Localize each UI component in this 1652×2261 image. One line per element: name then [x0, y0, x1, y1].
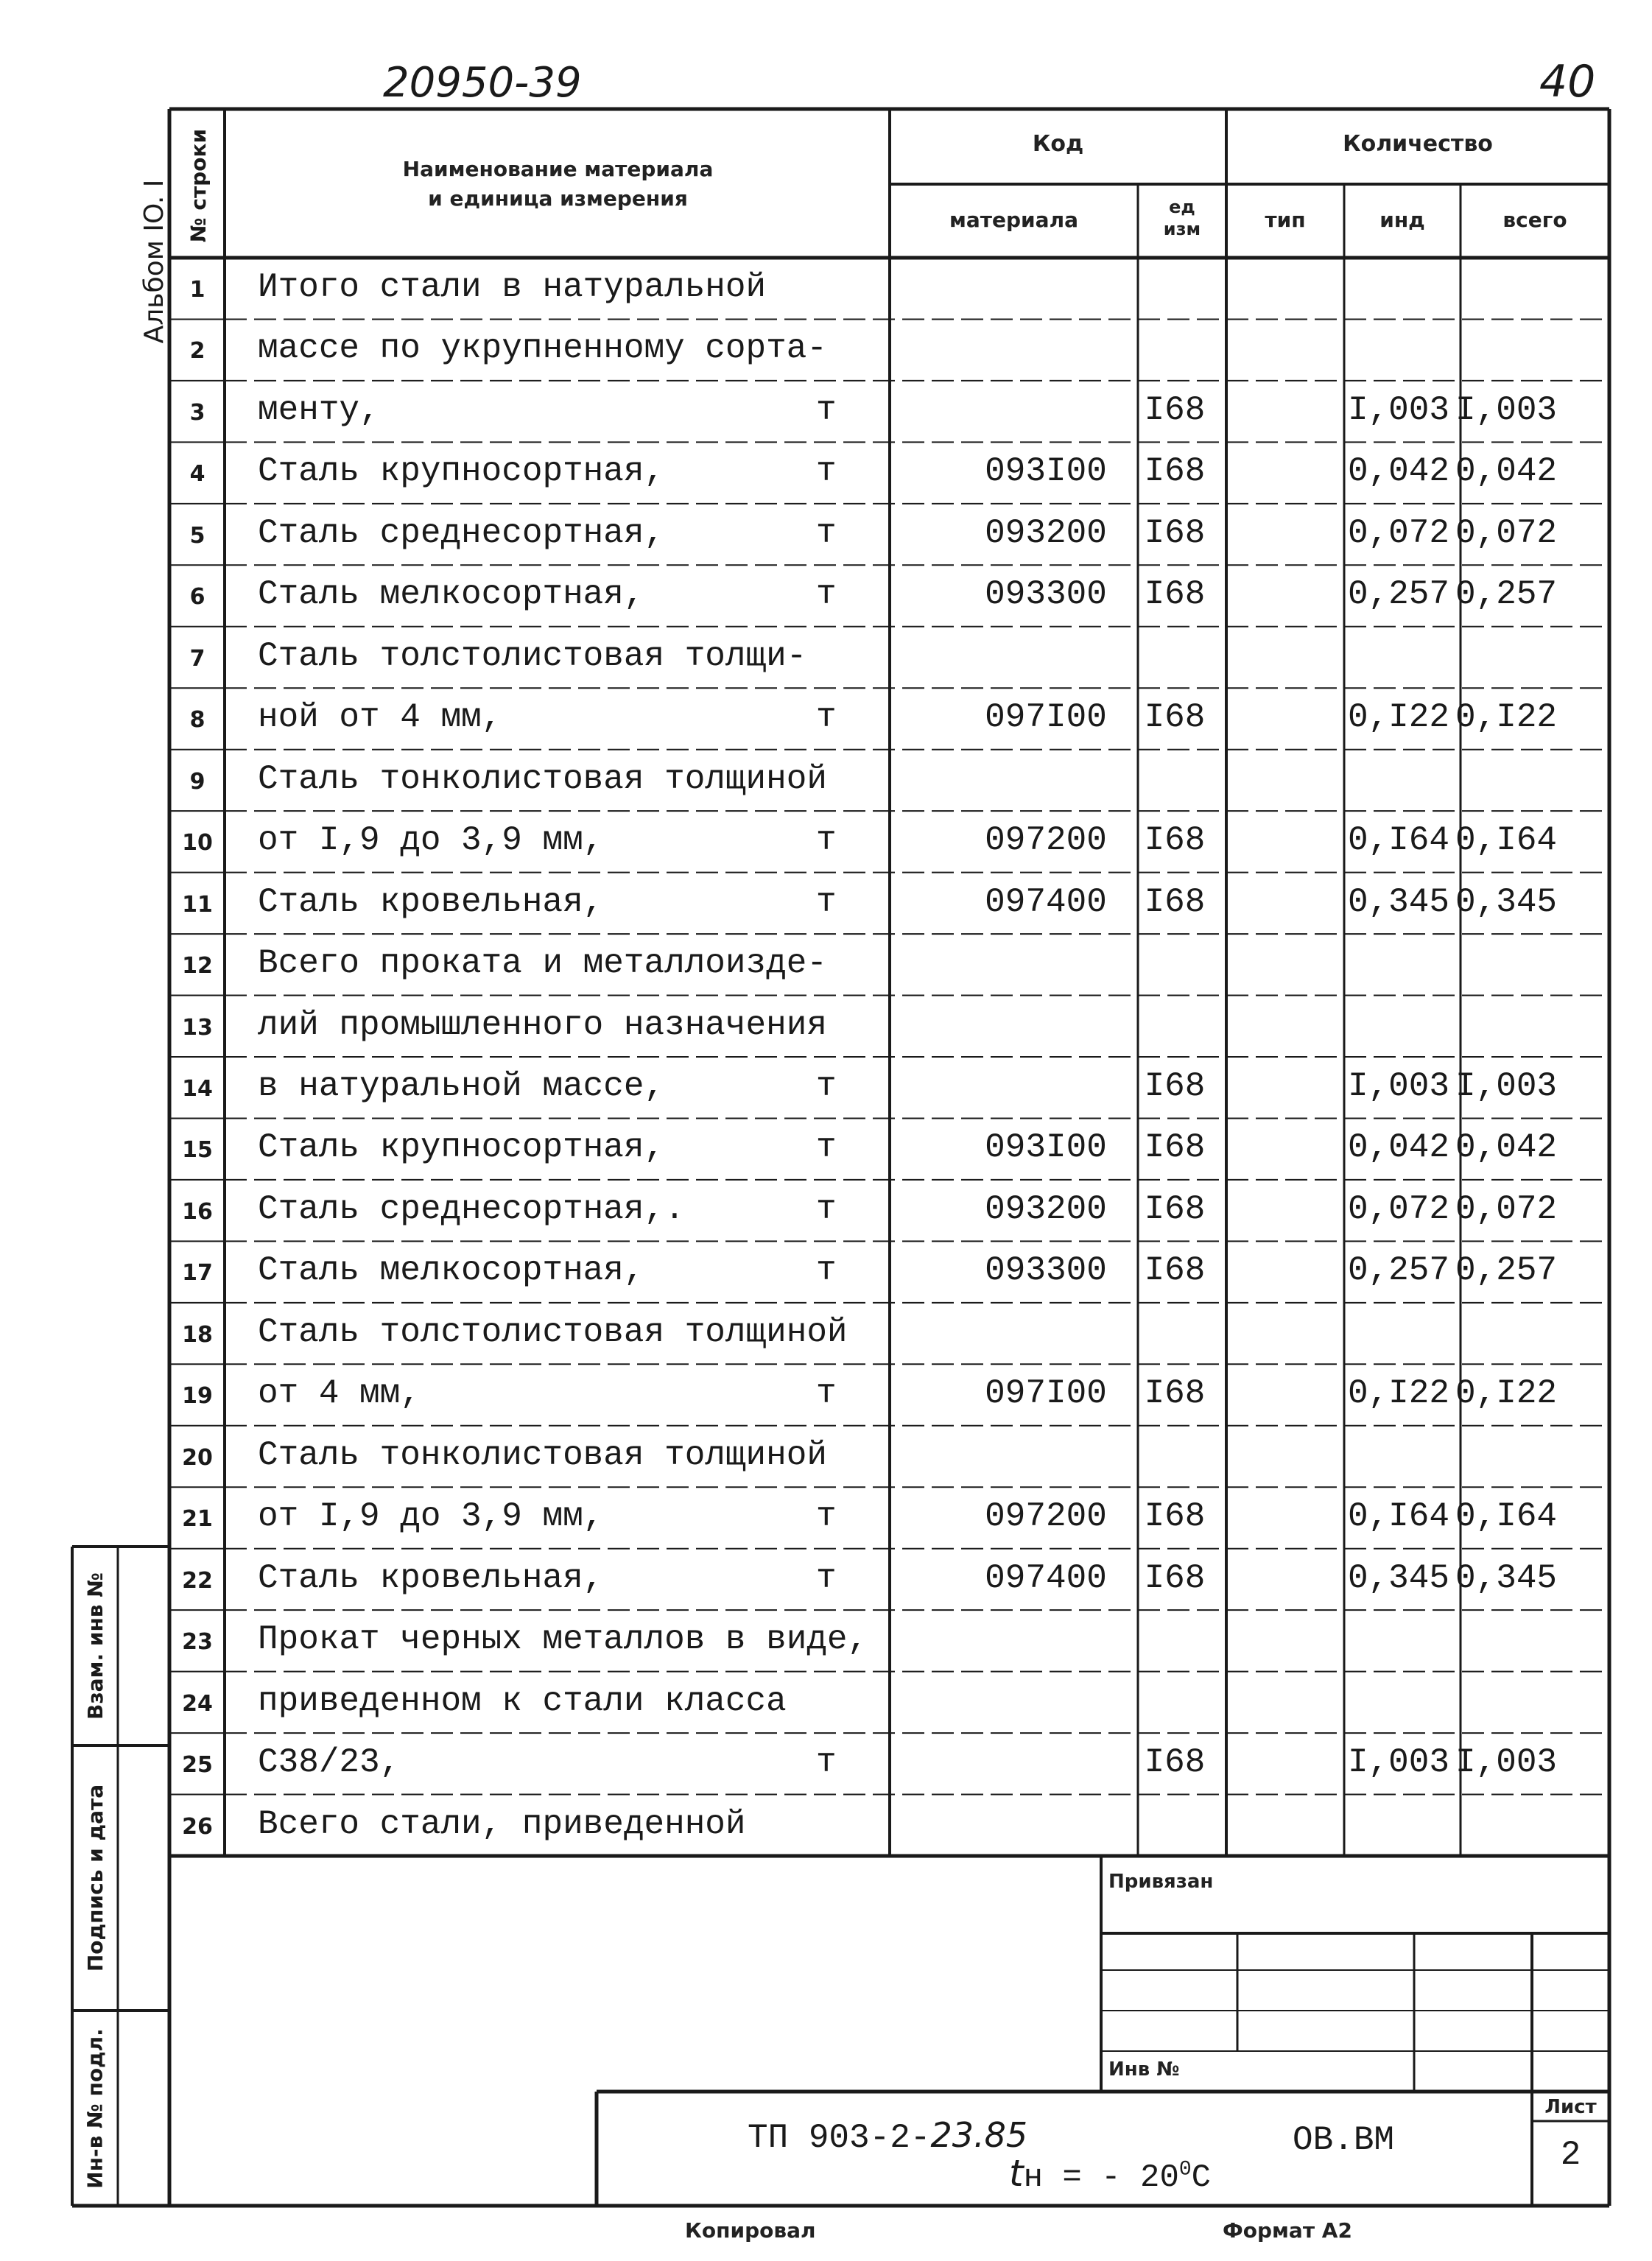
unit-code: I68 — [1144, 1497, 1206, 1536]
row-number: 22 — [182, 1567, 213, 1594]
row-number: 8 — [189, 707, 205, 734]
table-row — [0, 1364, 1652, 1425]
material-code: 093300 — [985, 1251, 1107, 1290]
table-row — [0, 1303, 1652, 1364]
row-number: 23 — [182, 1629, 213, 1656]
row-number: 17 — [182, 1260, 213, 1287]
row-number: 9 — [189, 768, 205, 795]
material-code: 097200 — [985, 1497, 1107, 1536]
unit-code: I68 — [1144, 1067, 1206, 1105]
unit: т — [816, 1497, 837, 1536]
quantity-ind: I,003 — [1347, 1067, 1449, 1105]
quantity-ind-header: инд — [1379, 208, 1425, 232]
unit-code: I68 — [1144, 698, 1206, 737]
material-code: 097400 — [985, 882, 1107, 921]
row-number: 11 — [182, 891, 213, 918]
table-row — [0, 258, 1652, 319]
row-number: 16 — [182, 1198, 213, 1225]
material-code: 093300 — [985, 575, 1107, 614]
table-row — [0, 442, 1652, 503]
unit-code: I68 — [1144, 1374, 1206, 1413]
row-number: 1 — [189, 277, 205, 303]
row-number: 18 — [182, 1321, 213, 1348]
material-name: Сталь тонколистовая толщиной — [258, 759, 827, 798]
material-name: Сталь крупносортная, — [258, 1128, 665, 1167]
material-code: 093200 — [985, 1189, 1107, 1228]
quantity-total: 0,I64 — [1455, 821, 1558, 860]
row-number: 10 — [182, 830, 213, 857]
material-name: Прокат черных металлов в виде, — [258, 1620, 868, 1659]
unit: т — [816, 452, 837, 491]
outdoor-temperature — [1009, 2152, 1211, 2196]
material-code: 093200 — [985, 513, 1107, 552]
material-name: массе по укрупненному сорта- — [258, 329, 827, 368]
material-name: Всего проката и металлоизде- — [258, 944, 827, 983]
row-number: 6 — [189, 584, 205, 611]
table-row — [0, 1118, 1652, 1179]
quantity-ind: 0,257 — [1347, 1251, 1449, 1290]
table-row — [0, 688, 1652, 749]
material-name: Всего стали, приведенной — [258, 1804, 746, 1843]
table-row — [0, 1241, 1652, 1302]
unit-code: I68 — [1144, 1251, 1206, 1290]
material-name: Сталь мелкосортная, — [258, 1251, 644, 1290]
quantity-ind: 0,072 — [1347, 513, 1449, 552]
unit-code: I68 — [1144, 513, 1206, 552]
quantity-total: 0,I22 — [1455, 698, 1558, 737]
unit: т — [816, 1067, 837, 1105]
table-row — [0, 873, 1652, 934]
unit: т — [816, 513, 837, 552]
quantity-total: 0,042 — [1455, 1128, 1558, 1167]
quantity-ind: 0,I22 — [1347, 1374, 1449, 1413]
quantity-total: 0,072 — [1455, 513, 1558, 552]
quantity-total: I,003 — [1455, 390, 1558, 429]
temperature-value: н = - 20 — [1023, 2159, 1179, 2196]
quantity-ind: 0,257 — [1347, 575, 1449, 614]
unit-code: I68 — [1144, 575, 1206, 614]
page-number: 40 — [1539, 56, 1596, 108]
quantity-total: 0,042 — [1455, 452, 1558, 491]
unit: т — [816, 575, 837, 614]
row-number: 3 — [189, 399, 205, 426]
material-name: лий промышленного назначения — [258, 1005, 827, 1044]
document-code-handwritten: 23.85 — [930, 2115, 1028, 2155]
sheet-label: Лист — [1544, 2096, 1597, 2118]
material-name: Сталь толстолистовая толщи- — [258, 636, 807, 675]
unit: т — [816, 1251, 837, 1290]
quantity-ind: 0,042 — [1347, 1128, 1449, 1167]
quantity-total: 0,345 — [1455, 1558, 1558, 1597]
unit: т — [816, 882, 837, 921]
quantity-ind: I,003 — [1347, 1743, 1449, 1782]
sheet-number: 2 — [1560, 2136, 1581, 2174]
row-number: 21 — [182, 1506, 213, 1533]
quantity-ind: 0,I64 — [1347, 1497, 1449, 1536]
quantity-total: 0,072 — [1455, 1189, 1558, 1228]
table-row — [0, 1733, 1652, 1794]
table-row — [0, 1795, 1652, 1856]
replacement-inventory-label: Взам. инв № — [83, 1572, 108, 1720]
quantity-ind: 0,345 — [1347, 1558, 1449, 1597]
quantity-ind: 0,345 — [1347, 882, 1449, 921]
row-number: 13 — [182, 1014, 213, 1041]
quantity-total-header: всего — [1502, 208, 1567, 232]
material-name: от I,9 до 3,9 мм, — [258, 821, 604, 860]
quantity-total: I,003 — [1455, 1067, 1558, 1105]
code-header: Код — [1032, 131, 1084, 157]
table-row — [0, 1487, 1652, 1548]
quantity-total: 0,I22 — [1455, 1374, 1558, 1413]
material-name: менту, — [258, 390, 380, 429]
inventory-number-label: Инв № — [1108, 2058, 1180, 2081]
document-number: 20950-39 — [383, 59, 582, 107]
material-code: 097I00 — [985, 1374, 1107, 1413]
row-number-header: № строки — [186, 128, 211, 243]
quantity-ind: 0,I22 — [1347, 698, 1449, 737]
code-unit-header: ед изм — [1163, 197, 1201, 239]
table-row — [0, 381, 1652, 442]
row-number: 15 — [182, 1137, 213, 1164]
material-name: приведенном к стали класса — [258, 1681, 787, 1720]
quantity-total: I,003 — [1455, 1743, 1558, 1782]
unit: т — [816, 390, 837, 429]
table-row — [0, 934, 1652, 995]
unit-code: I68 — [1144, 390, 1206, 429]
table-row — [0, 1610, 1652, 1671]
row-number: 7 — [189, 645, 205, 672]
table-row — [0, 1426, 1652, 1487]
row-number: 5 — [189, 522, 205, 549]
material-name: Сталь кровельная, — [258, 882, 604, 921]
material-name: от 4 мм, — [258, 1374, 421, 1413]
name-header: Наименование материала и единица измерения — [402, 157, 714, 211]
table-row — [0, 1057, 1652, 1118]
row-number: 24 — [182, 1690, 213, 1717]
quantity-ind: 0,072 — [1347, 1189, 1449, 1228]
celsius-unit: С — [1191, 2159, 1212, 2196]
material-code: 093I00 — [985, 1128, 1107, 1167]
row-number: 26 — [182, 1813, 213, 1840]
document-mark: ОВ.ВМ — [1293, 2121, 1395, 2159]
degree-sign: 0 — [1178, 2158, 1192, 2181]
material-code: 097200 — [985, 821, 1107, 860]
table-row — [0, 811, 1652, 872]
copied-label: Копировал — [685, 2218, 816, 2243]
table-row — [0, 1672, 1652, 1733]
unit-code: I68 — [1144, 1558, 1206, 1597]
unit: т — [816, 1374, 837, 1413]
material-name: Сталь крупносортная, — [258, 452, 665, 491]
material-name: С38/23, — [258, 1743, 401, 1782]
row-number: 19 — [182, 1383, 213, 1410]
material-name: от I,9 до 3,9 мм, — [258, 1497, 604, 1536]
material-name: Сталь среднесортная, — [258, 513, 665, 552]
unit-code: I68 — [1144, 882, 1206, 921]
row-number: 2 — [189, 338, 205, 365]
temperature-symbol: t — [1009, 2152, 1024, 2195]
material-name: Сталь мелкосортная, — [258, 575, 644, 614]
row-number: 12 — [182, 953, 213, 980]
table-row — [0, 996, 1652, 1057]
album-label: Альбом IO. I — [139, 179, 169, 344]
table-row — [0, 1549, 1652, 1610]
table-row — [0, 565, 1652, 626]
quantity-ind: 0,I64 — [1347, 821, 1449, 860]
material-code: 097I00 — [985, 698, 1107, 737]
table-row — [0, 627, 1652, 688]
unit-code: I68 — [1144, 452, 1206, 491]
unit: т — [816, 1189, 837, 1228]
document-code-print: ТП 903-2- — [748, 2119, 931, 2157]
quantity-total: 0,345 — [1455, 882, 1558, 921]
material-name: Сталь кровельная, — [258, 1558, 604, 1597]
original-inventory-label: Ин-в № подл. — [82, 2028, 108, 2189]
quantity-header: Количество — [1343, 131, 1493, 157]
material-code: 093I00 — [985, 452, 1107, 491]
quantity-total: 0,I64 — [1455, 1497, 1558, 1536]
unit-code: I68 — [1144, 1128, 1206, 1167]
material-name: ной от 4 мм, — [258, 698, 502, 737]
table-row — [0, 504, 1652, 565]
unit: т — [816, 1128, 837, 1167]
row-number: 20 — [182, 1444, 213, 1471]
unit-code: I68 — [1144, 821, 1206, 860]
quantity-total: 0,257 — [1455, 1251, 1558, 1290]
row-number: 4 — [189, 461, 205, 488]
material-code: 097400 — [985, 1558, 1107, 1597]
table-row — [0, 1180, 1652, 1241]
unit: т — [816, 698, 837, 737]
row-number: 14 — [182, 1076, 213, 1102]
quantity-total: 0,257 — [1455, 575, 1558, 614]
quantity-type-header: тип — [1265, 208, 1306, 232]
material-name: Сталь тонколистовая толщиной — [258, 1435, 827, 1474]
table-row — [0, 750, 1652, 811]
format-label: Формат А2 — [1223, 2218, 1352, 2243]
row-number: 25 — [182, 1752, 213, 1779]
material-name: Итого стали в натуральной — [258, 268, 767, 306]
material-name: Сталь среднесортная,. — [258, 1189, 685, 1228]
material-name: в натуральной массе, — [258, 1067, 665, 1105]
unit: т — [816, 821, 837, 860]
signature-date-label: Подпись и дата — [83, 1784, 108, 1972]
unit: т — [816, 1743, 837, 1782]
quantity-ind: 0,042 — [1347, 452, 1449, 491]
unit: т — [816, 1558, 837, 1597]
code-material-header: материала — [949, 208, 1078, 232]
table-row — [0, 319, 1652, 380]
unit-code: I68 — [1144, 1189, 1206, 1228]
material-name: Сталь толстолистовая толщиной — [258, 1312, 848, 1351]
unit-code: I68 — [1144, 1743, 1206, 1782]
document-code — [748, 2115, 1027, 2157]
quantity-ind: I,003 — [1347, 390, 1449, 429]
linked-label: Привязан — [1108, 1871, 1214, 1893]
